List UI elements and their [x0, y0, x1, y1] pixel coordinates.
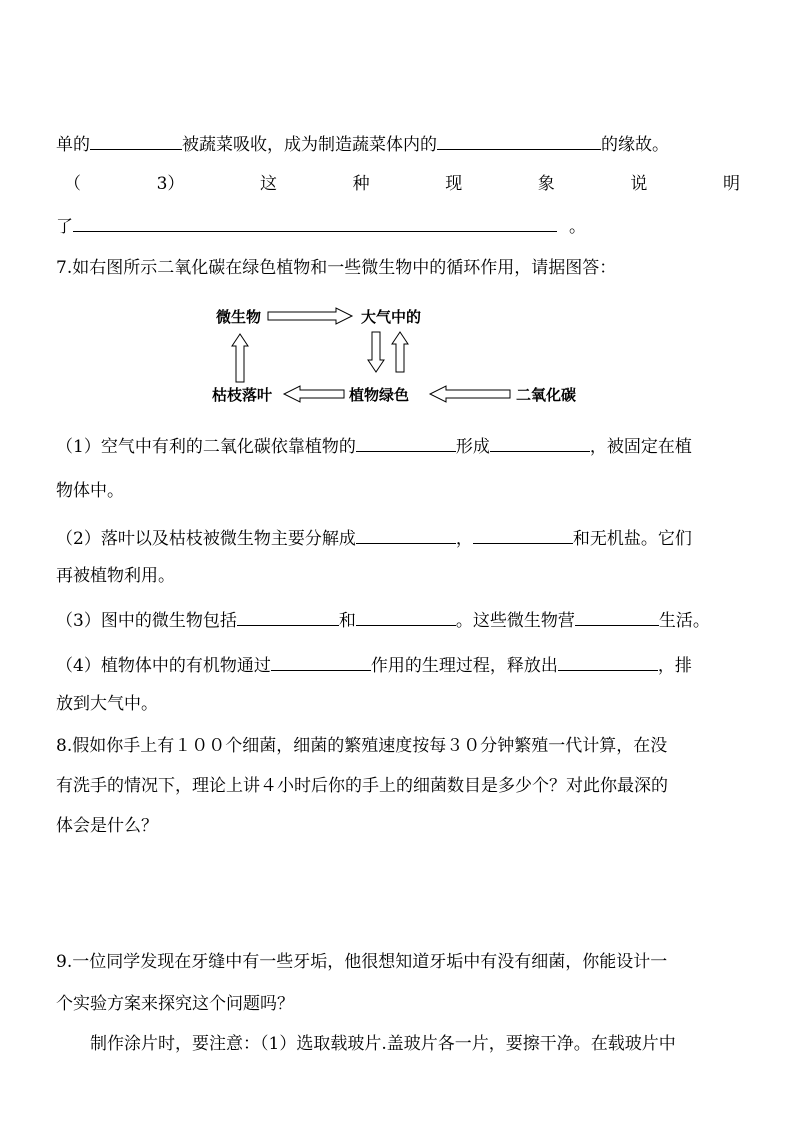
text: 单的 [56, 135, 90, 155]
label-microbes: 微生物 [216, 308, 262, 326]
q7-part-4-line-2: 放到大气中。 [56, 694, 158, 714]
text-token: （ [64, 174, 81, 194]
q9-line-3: 制作涂片时，要注意：（1）选取载玻片.盖玻片各一片，要擦干净。在载玻片中 [90, 1034, 676, 1054]
answer-blank [237, 610, 339, 626]
arrow-up-icon [392, 332, 408, 372]
answer-blank [575, 610, 659, 626]
text: （1）空气中有利的二氧化碳依靠植物的 [56, 437, 356, 457]
text: 。 [569, 217, 586, 237]
q7-part-4-line-1 [56, 655, 740, 676]
text: （3）图中的微生物包括 [56, 611, 237, 631]
label-green-plants: 植物绿色 [349, 386, 410, 404]
answer-blank [356, 528, 456, 544]
answer-blank [73, 216, 557, 232]
q7-part-2-line-2: 再被植物利用。 [56, 566, 175, 586]
text: 和 [338, 611, 356, 631]
label-co2: 二氧化碳 [516, 386, 577, 404]
answer-blank [90, 134, 182, 150]
q6-line-1 [56, 134, 740, 155]
text-token: 种 [352, 174, 370, 194]
text-token: 这 [260, 174, 278, 194]
text: ，排 [657, 656, 692, 676]
q6-line-3 [56, 216, 740, 237]
q9-line-1: 9.一位同学发现在牙缝中有一些牙垢，他很想知道牙垢中有没有细菌，你能设计一 [56, 952, 668, 972]
text-token: 象 [537, 174, 555, 194]
text: （4）植物体中的有机物通过 [56, 656, 271, 676]
text: 被蔬菜吸收，成为制造蔬菜体内的 [182, 135, 437, 155]
text-token: 3） [156, 174, 185, 194]
text-token: 现 [445, 174, 463, 194]
text: ，被固定在植 [589, 437, 692, 457]
arrow-left-icon [284, 386, 344, 402]
text: （2）落叶以及枯枝被微生物主要分解成 [56, 529, 356, 549]
q7-part-1-line-1 [56, 436, 740, 457]
answer-blank [558, 655, 658, 671]
text: 生活。 [658, 611, 710, 631]
arrow-down-icon [368, 332, 384, 372]
text: 了 [56, 217, 73, 237]
text-token: 说 [630, 174, 648, 194]
answer-blank [356, 436, 456, 452]
text: 。这些微生物营 [455, 611, 575, 631]
text: 的缘故。 [601, 135, 669, 155]
answer-blank [437, 134, 601, 150]
text: 和无机盐。它们 [572, 529, 692, 549]
label-litter: 枯枝落叶 [212, 386, 273, 404]
answer-blank [490, 436, 590, 452]
answer-blank [473, 528, 573, 544]
q8-line-3: 体会是什么？ [56, 816, 158, 836]
q8-line-1: 8.假如你手上有１００个细菌，细菌的繁殖速度按每３０分钟繁殖一代计算，在没 [56, 736, 668, 756]
q8-line-2: 有洗手的情况下，理论上讲４小时后你的手上的细菌数目是多少个？对此你最深的 [56, 776, 668, 796]
answer-blank [271, 655, 371, 671]
answer-blank [356, 610, 456, 626]
text-token: 明 [722, 174, 740, 194]
arrow-left-icon [430, 386, 510, 402]
arrow-right-icon [268, 308, 352, 324]
text: 作用的生理过程，释放出 [370, 656, 558, 676]
q7-part-1-line-2: 物体中。 [56, 481, 124, 501]
q7-intro: 7.如右图所示二氧化碳在绿色植物和一些微生物中的循环作用，请据图答： [56, 258, 617, 278]
q9-line-2: 个实验方案来探究这个问题吗？ [56, 994, 294, 1014]
q6-line-2 [64, 174, 740, 194]
q7-part-3 [56, 610, 740, 631]
text: ， [455, 529, 473, 549]
arrow-up-icon [232, 334, 248, 382]
label-atmosphere: 大气中的 [361, 308, 422, 326]
q7-part-2-line-1 [56, 528, 740, 549]
text: 形成 [455, 437, 490, 457]
